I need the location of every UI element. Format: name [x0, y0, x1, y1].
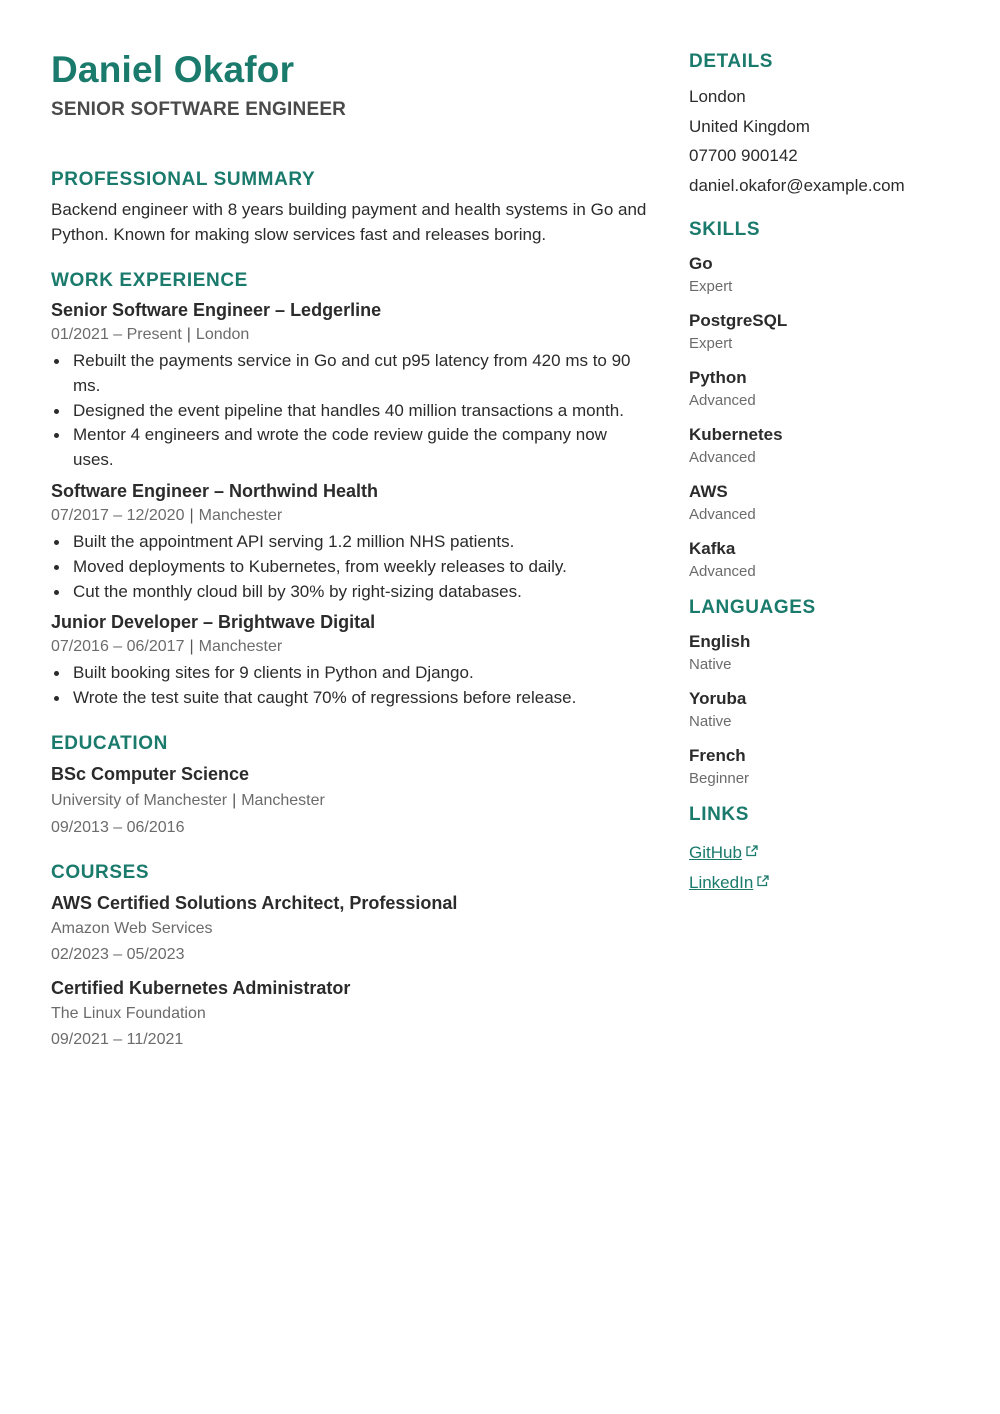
course-entry — [51, 891, 651, 968]
details-list — [689, 82, 979, 201]
skills-list — [689, 252, 979, 585]
job-entry — [51, 610, 651, 711]
bullet-item — [51, 555, 651, 580]
job-entry — [51, 479, 651, 604]
job-bullets — [51, 349, 651, 473]
bullet-item — [51, 399, 651, 424]
language-item — [689, 630, 979, 678]
skill-level: Advanced — [689, 562, 756, 580]
job-bullets — [51, 661, 651, 711]
summary-heading: PROFESSIONAL SUMMARY — [51, 169, 316, 190]
language-name: Yoruba — [689, 688, 747, 708]
job-meta — [51, 636, 651, 658]
job-entry — [51, 298, 651, 473]
language-name: French — [689, 745, 746, 765]
main-column — [51, 48, 651, 1053]
job-meta — [51, 324, 651, 346]
skill-item — [689, 366, 979, 414]
bullet-text: Rebuilt the payments service in Go and cut p95 latency from 420 ms to 90 ms. — [73, 351, 631, 395]
details-email: daniel.okafor@example.com — [689, 176, 905, 196]
job-title: Software Engineer – Northwind Health — [51, 480, 379, 501]
language-item — [689, 744, 979, 792]
languages-list — [689, 630, 979, 792]
bullet-dot-icon — [54, 433, 59, 438]
bullet-text: Designed the event pipeline that handles 40 million transactions a month. — [73, 400, 624, 420]
candidate-title: SENIOR SOFTWARE ENGINEER — [51, 99, 347, 120]
language-level: Native — [689, 655, 732, 673]
job-title: Senior Software Engineer – Ledgerline — [51, 300, 382, 320]
course-entry — [51, 976, 651, 1053]
languages-heading: LANGUAGES — [689, 596, 816, 618]
job-meta — [51, 505, 651, 527]
bullet-dot-icon — [54, 671, 59, 676]
meta-separator: | — [232, 791, 237, 809]
linkedin-link[interactable] — [689, 867, 979, 897]
skill-item — [689, 423, 979, 471]
education-location: Manchester — [241, 791, 325, 809]
bullet-item — [51, 349, 651, 399]
bullet-item — [51, 530, 651, 555]
skill-level: Expert — [689, 277, 733, 295]
bullet-item — [51, 661, 651, 686]
linkedin-link-label: LinkedIn — [689, 872, 754, 892]
skill-level: Advanced — [689, 448, 756, 466]
skill-item — [689, 537, 979, 585]
bullet-text: Wrote the test suite that caught 70% of regressions before release. — [73, 688, 577, 708]
skill-item — [689, 252, 979, 300]
language-level: Beginner — [689, 769, 750, 787]
skill-level: Advanced — [689, 505, 756, 523]
course-org: Amazon Web Services — [51, 919, 213, 937]
bullet-dot-icon — [54, 590, 59, 595]
skill-item — [689, 309, 979, 357]
job-dates: 01/2021 – Present — [51, 326, 182, 343]
course-name: AWS Certified Solutions Architect, Professional — [51, 892, 458, 913]
links-heading: LINKS — [689, 803, 749, 825]
education-school-line — [51, 788, 651, 813]
education-school: University of Manchester — [51, 791, 228, 809]
job-bullets — [51, 530, 651, 604]
bullet-dot-icon — [54, 409, 59, 414]
course-org: The Linux Foundation — [51, 1004, 206, 1022]
links-list — [689, 837, 979, 897]
course-name: Certified Kubernetes Administrator — [51, 977, 351, 998]
course-dates: 09/2021 – 11/2021 — [51, 1030, 184, 1048]
details-phone: 07700 900142 — [689, 146, 798, 166]
bullet-dot-icon — [54, 359, 59, 364]
language-name: English — [689, 631, 751, 651]
job-dates: 07/2017 – 12/2020 — [51, 506, 185, 524]
bullet-item — [51, 580, 651, 605]
details-city: London — [689, 87, 746, 106]
skill-name: Kubernetes — [689, 424, 783, 444]
skill-item — [689, 480, 979, 528]
sidebar-column — [689, 48, 979, 897]
github-link-label: GitHub — [689, 842, 742, 862]
education-degree: BSc Computer Science — [51, 763, 250, 784]
skill-name: Go — [689, 253, 713, 273]
summary-text: Backend engineer with 8 years building payment and health systems in Go and Python. Known for making slow services fast and releases boring. — [51, 200, 647, 244]
skill-name: AWS — [689, 481, 728, 501]
course-dates: 02/2023 – 05/2023 — [51, 945, 185, 963]
education-heading: EDUCATION — [51, 732, 168, 754]
bullet-dot-icon — [54, 565, 59, 570]
skill-level: Advanced — [689, 391, 756, 409]
education-dates: 09/2013 – 06/2016 — [51, 818, 185, 836]
details-heading: DETAILS — [689, 51, 774, 72]
bullet-text: Moved deployments to Kubernetes, from weekly releases to daily. — [73, 556, 567, 576]
details-country: United Kingdom — [689, 116, 810, 136]
meta-separator: | — [186, 326, 191, 343]
skills-heading: SKILLS — [689, 218, 761, 240]
candidate-name: Daniel Okafor — [51, 49, 295, 90]
work-experience-heading: WORK EXPERIENCE — [51, 270, 248, 291]
language-level: Native — [689, 712, 732, 730]
courses-heading: COURSES — [51, 861, 150, 883]
bullet-text: Cut the monthly cloud bill by 30% by right-sizing databases. — [73, 581, 522, 601]
bullet-item — [51, 423, 651, 473]
job-title: Junior Developer – Brightwave Digital — [51, 612, 376, 633]
bullet-item — [51, 686, 651, 711]
bullet-dot-icon — [54, 540, 59, 545]
meta-separator: | — [189, 638, 194, 656]
bullet-dot-icon — [54, 696, 59, 701]
skill-level: Expert — [689, 334, 733, 352]
bullet-text: Mentor 4 engineers and wrote the code review guide the company now uses. — [73, 425, 607, 470]
language-item — [689, 687, 979, 735]
job-location: Manchester — [198, 506, 283, 524]
bullet-text: Built booking sites for 9 clients in Python and Django. — [73, 663, 474, 683]
skill-name: Python — [689, 367, 747, 387]
github-link[interactable] — [689, 837, 979, 867]
external-link-icon — [757, 867, 769, 896]
bullet-text: Built the appointment API serving 1.2 million NHS patients. — [73, 531, 515, 551]
job-dates: 07/2016 – 06/2017 — [51, 638, 185, 656]
skill-name: Kafka — [689, 538, 736, 558]
skill-name: PostgreSQL — [689, 310, 788, 330]
job-location: London — [195, 326, 250, 343]
external-link-icon — [746, 837, 758, 866]
job-location: Manchester — [198, 638, 283, 656]
meta-separator: | — [189, 506, 194, 524]
